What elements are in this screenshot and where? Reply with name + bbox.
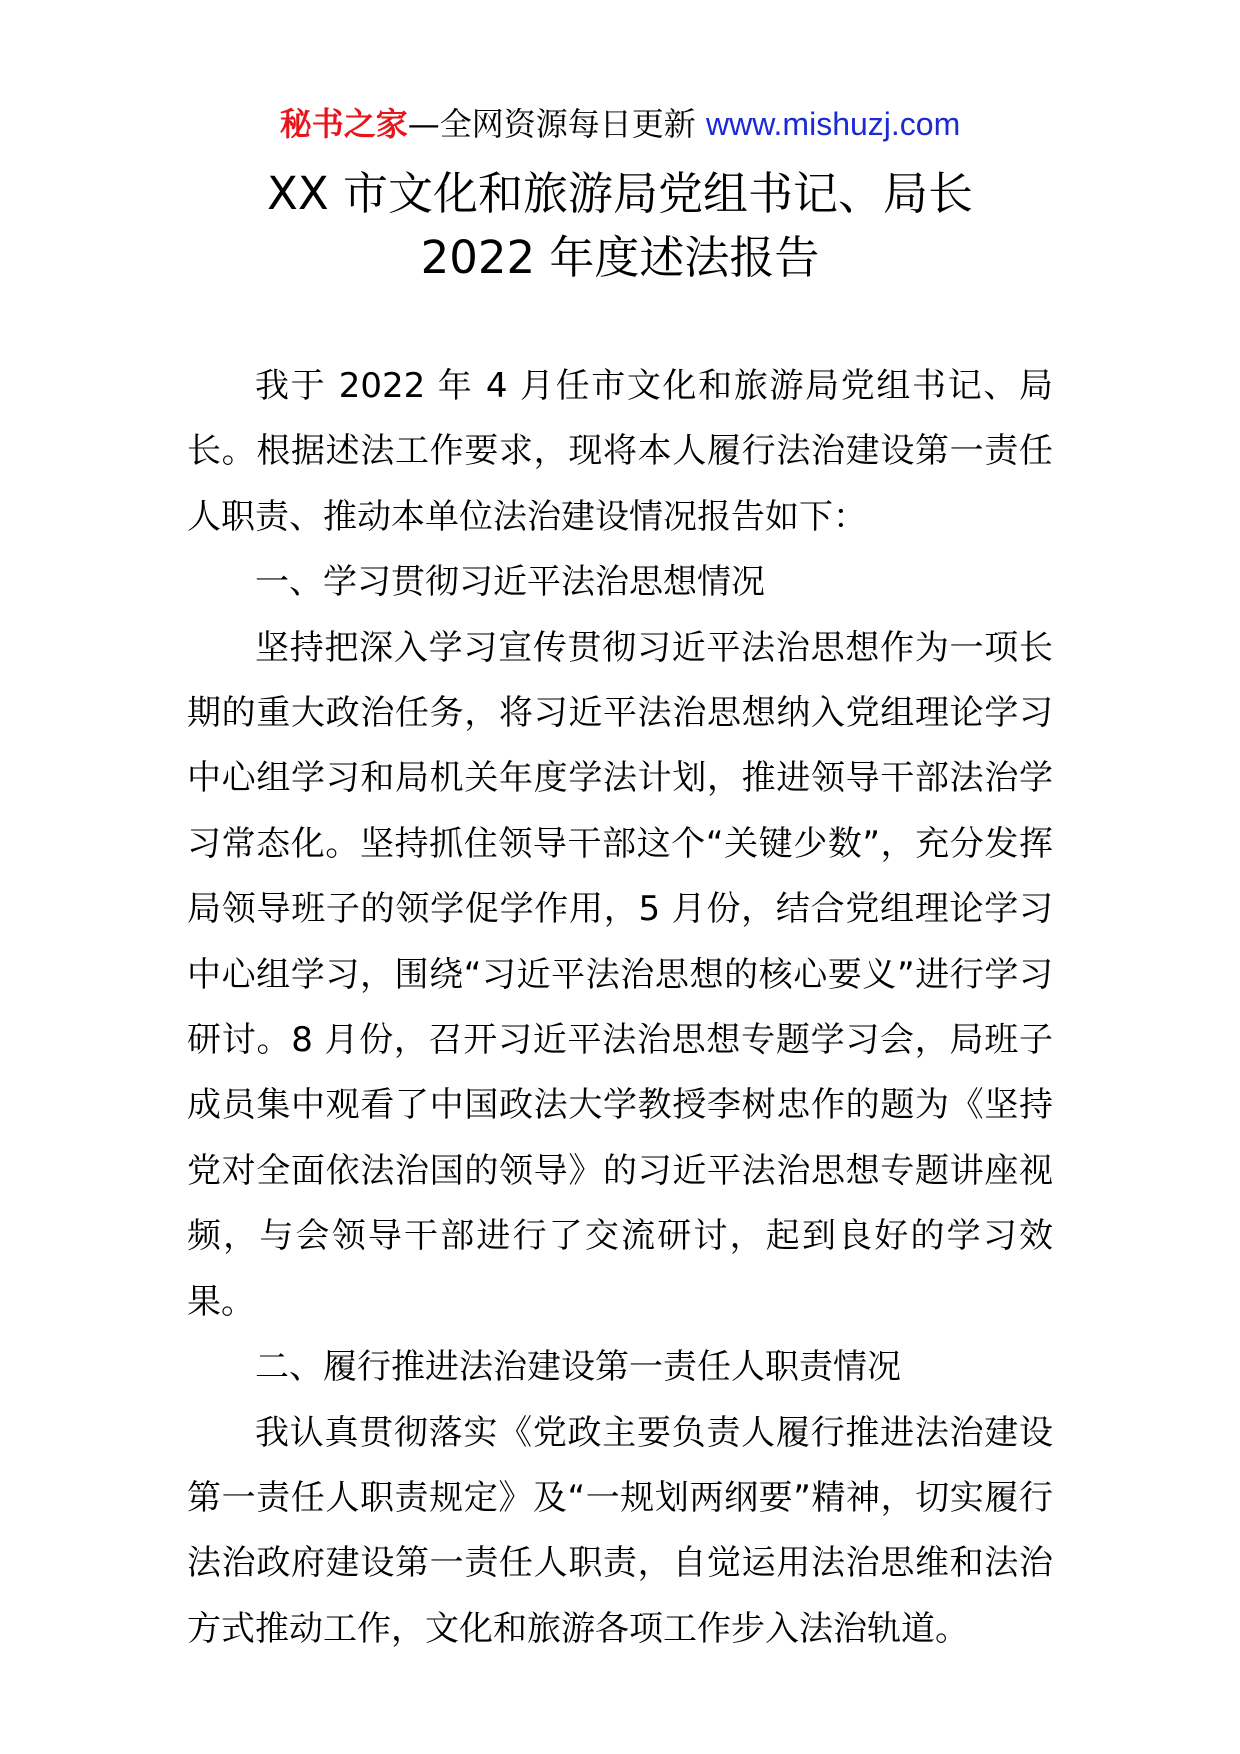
body-paragraph: 我认真贯彻落实《党政主要负责人履行推进法治建设第一责任人职责规定》及“一规划两纲要”精神，切实履行法治政府建设第一责任人职责，自觉运用法治思维和法治方式推动工作，文化和旅游各项工作步入法治轨道。 xyxy=(187,1412,1053,1649)
section-heading-1: 一、学习贯彻习近平法治思想情况 xyxy=(255,562,765,603)
site-url: www.mishuzj.com xyxy=(705,106,961,142)
body-paragraph: 坚持把深入学习宣传贯彻习近平法治思想作为一项长期的重大政治任务，将习近平法治思想纳入党组理论学习中心组学习和局机关年度学法计划，推进领导干部法治学习常态化。坚持抓住领导干部这个“关键少数”，充分发挥局领导班子的领学促学作用，5 月份，结合党组理论学习中心组学习，围绕“习近平法治思想的核心要义”进行学习研讨。8 月份，召开习近平法治思想专题学习会，局班子成员集中观看了中国政法大学教授李树忠作的题为《坚持党对全面依法治国的领导》的习近平法治思想专题讲座视频，与会领导干部进行了交流研讨，起到良好的学习效果。 xyxy=(187,627,1053,1322)
document-body xyxy=(187,354,1053,1662)
intro-paragraph: 我于 2022 年 4 月任市文化和旅游局党组书记、局长。根据述法工作要求，现将本人履行法治建设第一责任人职责、推动本单位法治建设情况报告如下： xyxy=(187,366,1053,537)
brand-name: 秘书之家 xyxy=(279,105,408,143)
site-banner xyxy=(0,100,1240,148)
document-title xyxy=(0,162,1240,290)
banner-tagline: —全网资源每日更新 xyxy=(407,105,706,143)
section-heading-2: 二、履行推进法治建设第一责任人职责情况 xyxy=(255,1347,901,1388)
title-line-1: XX 市文化和旅游局党组书记、局长 xyxy=(267,167,973,220)
title-line-2: 2022 年度述法报告 xyxy=(420,231,820,284)
